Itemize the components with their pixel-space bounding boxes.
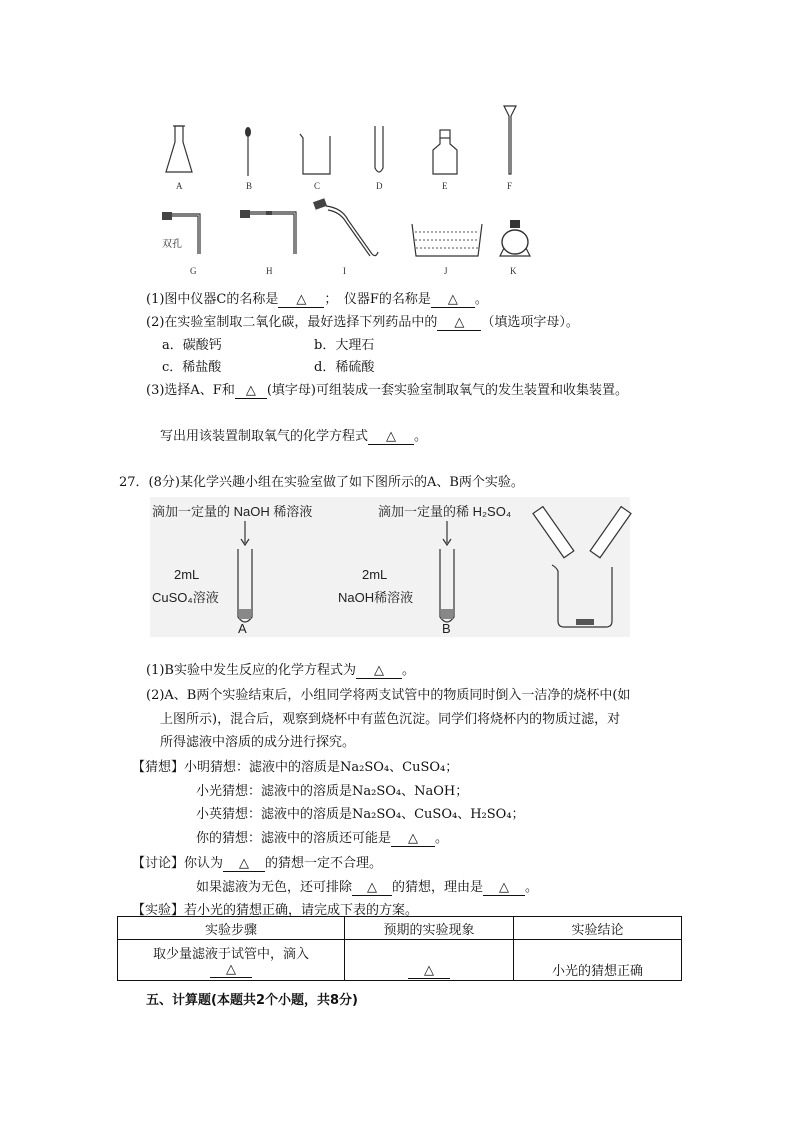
a-vol-label: 2mL xyxy=(174,567,200,582)
q27-q2-line1: (2)A、B两个实验结束后，小组同学将两支试管中的物质同时倒入一洁净的烧杯中(如 xyxy=(146,688,631,703)
table-header: 实验步骤 xyxy=(118,917,345,940)
label-j: J xyxy=(444,266,448,276)
table-header: 预期的实验现象 xyxy=(345,917,514,940)
dropper-icon xyxy=(243,126,253,178)
q26-q2: (2)在实验室制取二氧化碳，最好选择下列药品中的 △ （填选项字母）。 xyxy=(146,315,579,330)
tube-b-icon xyxy=(432,519,462,629)
answer-blank[interactable]: △ xyxy=(235,383,267,399)
label-f: F xyxy=(507,181,513,191)
discuss-line1: 【讨论】你认为 △ 的猜想一定不合理。 xyxy=(132,856,383,871)
phenomenon-cell xyxy=(345,940,514,981)
label-h: H xyxy=(266,266,273,276)
discuss-line2: 如果滤液为无色，还可排除 △ 的猜想，理由是 △ 。 xyxy=(196,880,539,895)
label-g: G xyxy=(190,266,197,276)
answer-blank[interactable]: △ xyxy=(431,292,475,308)
b-top-label: 滴加一定量的稀 H₂SO₄ xyxy=(378,504,512,519)
table-header-row xyxy=(118,917,682,940)
q27-q1: (1)B实验中发生反应的化学方程式为 △ 。 xyxy=(146,663,415,678)
experiment-table xyxy=(117,916,682,981)
rubber-tube-icon xyxy=(312,198,382,260)
alcohol-lamp-icon xyxy=(498,218,532,258)
a-top-label: 滴加一定量的 NaOH 稀溶液 xyxy=(152,504,313,519)
reagent-bottle-icon xyxy=(430,128,460,176)
experiment-figure xyxy=(150,497,630,637)
guess-xiaoguang: 小光猜想：滤液中的溶质是Na₂SO₄、NaOH； xyxy=(196,784,469,799)
answer-blank[interactable]: △ xyxy=(437,315,481,331)
a-sol-label: CuSO₄溶液 xyxy=(152,590,219,605)
beaker-mix-icon xyxy=(550,563,620,629)
bent-tube-icon xyxy=(238,208,298,258)
step-cell: 取少量滤液于试管中，滴入 △ xyxy=(118,940,345,981)
tube-a-icon xyxy=(230,519,260,629)
q27-q2-line2: 上图所示)，混合后，观察到烧杯中有蓝色沉淀。同学们将烧杯内的物质过滤，对 xyxy=(160,712,621,727)
q27-header: 27．(8分)某化学兴趣小组在实验室做了如下图所示的A、B两个实验。 xyxy=(119,475,524,490)
water-trough-icon xyxy=(410,222,484,258)
conclusion-cell: 小光的猜想正确 xyxy=(514,940,682,981)
guess-xiaoming: 【猜想】小明猜想：滤液中的溶质是Na₂SO₄、CuSO₄； xyxy=(132,760,459,775)
guess-xiaoying: 小英猜想：滤液中的溶质是Na₂SO₄、CuSO₄、H₂SO₄； xyxy=(196,807,525,822)
funnel-icon xyxy=(502,104,518,176)
pouring-tubes-icon xyxy=(542,503,628,563)
option-c: c．稀盐酸 xyxy=(162,360,222,375)
label-b: B xyxy=(246,181,253,191)
answer-blank[interactable]: △ xyxy=(223,856,265,872)
answer-blank[interactable]: △ xyxy=(391,831,435,847)
answer-blank[interactable]: △ xyxy=(210,962,252,978)
option-d: d．稀硫酸 xyxy=(314,360,375,375)
label-i: I xyxy=(343,266,346,276)
q26-q3: (3)选择A、F和 △ (填字母)可组装成一套实验室制取氧气的发生装置和收集装置。 xyxy=(146,383,628,398)
b-sol-label: NaOH稀溶液 xyxy=(338,590,414,605)
answer-blank[interactable]: △ xyxy=(356,663,402,679)
beaker-icon xyxy=(298,132,334,176)
tube-b-label: B xyxy=(442,621,451,636)
conical-flask-icon xyxy=(164,124,194,176)
test-tube-icon xyxy=(372,124,386,176)
answer-blank[interactable]: △ xyxy=(408,963,450,979)
shuangkong-label: 双孔 xyxy=(162,239,182,250)
answer-blank[interactable]: △ xyxy=(352,880,392,896)
answer-blank[interactable]: △ xyxy=(278,292,324,308)
q26-q3-equation: 写出用该装置制取氧气的化学方程式 △ 。 xyxy=(160,429,428,444)
table-header: 实验结论 xyxy=(514,917,682,940)
label-d: D xyxy=(376,181,383,191)
tube-a-label: A xyxy=(238,621,247,636)
guess-yours: 你的猜想：滤液中的溶质还可能是 △ 。 xyxy=(196,831,449,846)
experiment-intro: 【实验】若小光的猜想正确，请完成下表的方案。 xyxy=(132,903,419,918)
b-vol-label: 2mL xyxy=(362,567,388,582)
label-k: K xyxy=(510,266,517,276)
option-a: a．碳酸钙 xyxy=(162,338,222,353)
answer-blank[interactable]: △ xyxy=(483,880,525,896)
q27-q2-line3: 所得滤液中溶质的成分进行探究。 xyxy=(160,735,356,750)
option-b: b．大理石 xyxy=(314,338,375,353)
q26-q1: (1)图中仪器C的名称是 △ ； 仪器F的名称是 △ 。 xyxy=(146,292,488,307)
label-e: E xyxy=(442,181,448,191)
table-row xyxy=(118,940,682,981)
label-a: A xyxy=(176,181,183,191)
stopper-tube-icon xyxy=(160,208,210,258)
label-c: C xyxy=(314,181,321,191)
section-5-title: 五、计算题(本题共2个小题，共8分) xyxy=(146,993,358,1008)
answer-blank[interactable]: △ xyxy=(368,429,414,445)
